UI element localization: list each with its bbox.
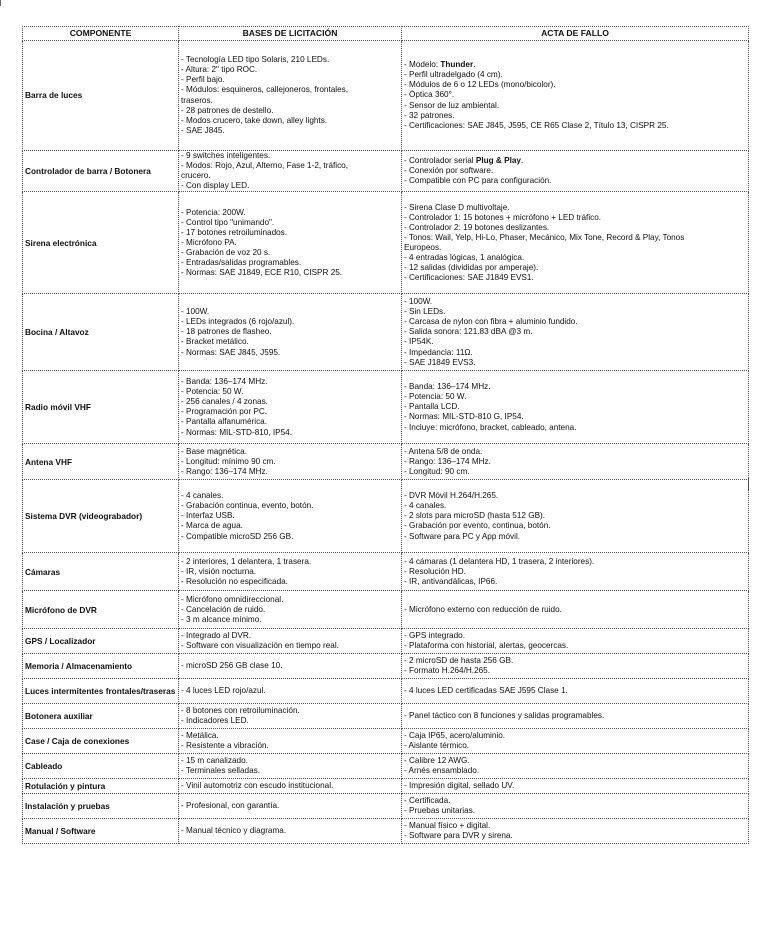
acta-text: - Aislante térmico.: [404, 741, 470, 751]
acta-line: [404, 741, 746, 751]
component-cell: Manual / Software: [23, 819, 179, 844]
acta-text: - Conexión por software.: [404, 166, 494, 176]
acta-cell: [402, 819, 749, 844]
acta-text: - Incluye: micrófono, bracket, cableado, antena.: [404, 422, 577, 432]
acta-line: [404, 121, 746, 131]
bases-line: - IR, visión nocturna.: [181, 566, 257, 576]
table-row: [23, 794, 749, 819]
table-row: [23, 41, 749, 151]
bases-line: - 15 m canalizado.: [181, 756, 248, 766]
table-row: [23, 192, 749, 294]
bases-line: - 18 patrones de flasheo.: [181, 327, 272, 337]
acta-line: [404, 631, 746, 641]
acta-cell: [402, 371, 749, 444]
acta-cell: [402, 794, 749, 819]
bases-line: - Normas: SAE J845, J595.: [181, 347, 281, 357]
bases-line: - Base magnética.: [181, 446, 247, 456]
bases-line: - Control tipo "unimando".: [181, 217, 275, 227]
acta-line: [404, 567, 746, 577]
bases-cell: [179, 371, 402, 444]
acta-text: - Perfil ultradelgado (4 cm).: [404, 70, 503, 80]
component-cell: Case / Caja de conexiones: [23, 729, 179, 754]
acta-text: - 32 patrones.: [404, 110, 455, 120]
comparison-table-container: [22, 26, 748, 844]
bases-cell: [179, 754, 402, 779]
acta-text: - 12 salidas (divididas por amperaje).: [404, 263, 539, 273]
acta-text: - Tonos: Wail, Yelp, Hi-Lo, Phaser, Mecánico, Mix Tone, Record & Play, Tonos: [404, 232, 685, 242]
acta-line: [404, 166, 746, 176]
bases-line: - Terminales selladas.: [181, 766, 261, 776]
acta-text: - Sensor de luz ambiental.: [404, 100, 500, 110]
acta-line: [404, 641, 746, 651]
table-header-row: [23, 27, 749, 41]
acta-line: [404, 213, 746, 223]
acta-line: [404, 101, 746, 111]
acta-cell: [402, 729, 749, 754]
acta-text: - Certificaciones: SAE J1849 EVS1.: [404, 273, 534, 283]
bases-cell: [179, 729, 402, 754]
bases-line: - Entradas/salidas programables.: [181, 258, 302, 268]
acta-line: [404, 521, 746, 531]
acta-line: [404, 382, 746, 392]
bases-line: - Perfil bajo.: [181, 75, 225, 85]
component-cell: Micrófono de DVR: [23, 591, 179, 629]
acta-line: [404, 317, 746, 327]
bases-line: - 17 botones retroiluminados.: [181, 227, 288, 237]
acta-text: - 2 microSD de hasta 256 GB.: [404, 656, 514, 666]
table-row: [23, 704, 749, 729]
acta-line: [404, 557, 746, 567]
acta-cell: [402, 591, 749, 629]
bases-cell: [179, 629, 402, 654]
acta-line: [404, 203, 746, 213]
bases-line: - Normas: MIL-STD-810, IP54.: [181, 427, 293, 437]
acta-text: - Certificada.: [404, 796, 451, 806]
component-cell: Antena VHF: [23, 444, 179, 480]
acta-text: - Óptica 360°.: [404, 90, 455, 100]
acta-cell: [402, 480, 749, 553]
acta-text: - Banda: 136–174 MHz.: [404, 382, 491, 392]
acta-text: - Rango: 136–174 MHz.: [404, 456, 491, 466]
acta-line: [404, 457, 746, 467]
acta-text: - Controlador 1: 15 botones + micrófono + LED tráfico.: [404, 212, 602, 222]
acta-text: - 4 entradas lógicas, 1 analógica.: [404, 252, 525, 262]
bases-line: - 28 patrones de destello.: [181, 105, 274, 115]
acta-cell: [402, 151, 749, 192]
acta-text: - Certificaciones: SAE J845, J595, CE R65 Clase 2, Título 13, CISPR 25.: [404, 120, 669, 130]
bases-line: - 100W.: [181, 307, 210, 317]
bases-line: - Pantalla alfanumérica.: [181, 417, 268, 427]
bases-line: - microSD 256 GB clase 10.: [181, 661, 283, 671]
acta-text: - Normas: MIL-STD-810 G, IP54.: [404, 412, 524, 422]
bases-line: - 4 canales.: [181, 491, 224, 501]
bases-line: - 8 botones con retroiluminación.: [181, 706, 300, 716]
component-cell: GPS / Localizador: [23, 629, 179, 654]
table-row: [23, 591, 749, 629]
acta-text: - 4 canales.: [404, 501, 447, 511]
acta-text: - Longitud: 90 cm.: [404, 466, 470, 476]
bases-cell: [179, 819, 402, 844]
acta-cell: [402, 704, 749, 729]
component-cell: Barra de luces: [23, 41, 179, 151]
bases-line: - Longitud: mínimo 90 cm.: [181, 456, 276, 466]
table-row: [23, 779, 749, 794]
acta-line: [404, 263, 746, 273]
acta-text: - Formato H.264/H.265.: [404, 666, 491, 676]
acta-line: [404, 392, 746, 402]
bases-line: - Tecnología LED tipo Solaris, 210 LEDs.: [181, 55, 330, 65]
acta-line: [404, 402, 746, 412]
acta-cell: [402, 192, 749, 294]
acta-text: - Manual físico + digital.: [404, 821, 491, 831]
acta-line: [404, 796, 746, 806]
acta-cell: [402, 754, 749, 779]
bases-line: - Micrófono PA.: [181, 237, 237, 247]
acta-text: - Pruebas unitarias.: [404, 806, 475, 816]
acta-line: [404, 423, 746, 433]
acta-line: [404, 766, 746, 776]
acta-line: [404, 233, 746, 243]
acta-text: - 4 luces LED certificadas SAE J595 Clase 1.: [404, 686, 568, 696]
acta-text: - Sin LEDs.: [404, 307, 446, 317]
comparison-table: [22, 26, 749, 844]
acta-text: - Carcasa de nylon con fibra + aluminio fundido.: [404, 317, 578, 327]
acta-line: [404, 412, 746, 422]
bases-line: - Modos crucero, take down, alley lights.: [181, 115, 328, 125]
bases-line: - Indicadores LED.: [181, 716, 249, 726]
component-cell: Rotulación y pintura: [23, 779, 179, 794]
acta-text: - 100W.: [404, 297, 433, 307]
acta-text: - Módulos de 6 o 12 LEDs (mono/bicolor).: [404, 80, 556, 90]
acta-cell: [402, 444, 749, 480]
bases-line: - Vinil automotriz con escudo institucional.: [181, 781, 334, 791]
acta-cell: [402, 294, 749, 371]
bases-line: - Metálica.: [181, 731, 219, 741]
acta-line: [404, 297, 746, 307]
acta-line: [404, 511, 746, 521]
acta-line: [404, 253, 746, 263]
acta-line: [404, 821, 746, 831]
acta-line: [404, 348, 746, 358]
bases-line: - Módulos: esquineros, callejoneros, frontales,: [181, 85, 349, 95]
component-cell: Instalación y pruebas: [23, 794, 179, 819]
acta-line: [404, 307, 746, 317]
table-row: [23, 371, 749, 444]
acta-text: - Resolución HD.: [404, 566, 466, 576]
acta-line: [404, 491, 746, 501]
acta-text: - Sirena Clase D multivoltaje.: [404, 202, 510, 212]
acta-text: - Controlador 2: 19 botones deslizantes.: [404, 222, 550, 232]
acta-line: [404, 577, 746, 587]
component-cell: Memoria / Almacenamiento: [23, 654, 179, 679]
bases-cell: [179, 654, 402, 679]
acta-line: [404, 90, 746, 100]
page-corner-mark: [0, 0, 4, 6]
acta-text: - Grabación por evento, continua, botón.: [404, 521, 551, 531]
acta-line: [404, 711, 746, 721]
acta-text: - 2 slots para microSD (hasta 512 GB).: [404, 511, 546, 521]
acta-text: - Antena 5/8 de onda.: [404, 446, 483, 456]
bases-cell: [179, 794, 402, 819]
table-row: [23, 444, 749, 480]
bases-line: - Software con visualización en tiempo real.: [181, 641, 339, 651]
acta-line: [404, 532, 746, 542]
table-row: [23, 754, 749, 779]
bases-cell: [179, 192, 402, 294]
acta-line: [404, 467, 746, 477]
bases-line: - 4 luces LED rojo/azul.: [181, 686, 266, 696]
bases-line: - Resolución no especificada.: [181, 576, 288, 586]
table-row: [23, 679, 749, 704]
acta-text: - Salida sonora: 121.83 dBA @3 m.: [404, 327, 533, 337]
component-cell: Sirena electrónica: [23, 192, 179, 294]
bases-cell: [179, 553, 402, 591]
acta-text: - Arnés ensamblado.: [404, 766, 480, 776]
acta-line: [404, 358, 746, 368]
acta-text: - Panel táctico con 8 funciones y salidas programables.: [404, 711, 605, 721]
table-row: [23, 654, 749, 679]
bases-line: - SAE J845.: [181, 125, 225, 135]
bases-line: - Bracket metálico.: [181, 337, 249, 347]
acta-text: - Compatible con PC para configuración.: [404, 176, 552, 186]
table-row: [23, 819, 749, 844]
bases-line: - Manual técnico y diagrama.: [181, 826, 287, 836]
acta-line: [404, 731, 746, 741]
acta-text-suffix: .: [473, 60, 476, 70]
table-row: [23, 480, 749, 553]
acta-text: - DVR Móvil H.264/H.265.: [404, 491, 499, 501]
acta-text: - Impresión digital, sellado UV.: [404, 781, 515, 791]
component-cell: Radio móvil VHF: [23, 371, 179, 444]
acta-line: [404, 501, 746, 511]
bases-line: - Normas: SAE J1849, ECE R10, CISPR 25.: [181, 268, 343, 278]
acta-text: - 4 cámaras (1 delantera HD, 1 trasera, 2 interiores).: [404, 556, 595, 566]
acta-line: [404, 756, 746, 766]
header-acta-de-fallo: ACTA DE FALLO: [402, 27, 749, 41]
acta-text: - Pantalla LCD.: [404, 402, 460, 412]
acta-line: [404, 605, 746, 615]
acta-line: [404, 337, 746, 347]
acta-line: [404, 176, 746, 186]
acta-line: [404, 327, 746, 337]
component-cell: Cámaras: [23, 553, 179, 591]
acta-text: - Calibre 12 AWG.: [404, 756, 470, 766]
acta-text: - Controlador serial: [404, 156, 476, 166]
bases-line: - Con display LED.: [181, 181, 250, 191]
bases-line: - Potencia: 200W.: [181, 207, 246, 217]
acta-text: Europeos.: [404, 242, 442, 252]
bases-line: - Marca de agua.: [181, 521, 243, 531]
acta-text: - Caja IP65, acero/aluminio.: [404, 731, 506, 741]
bases-line: - Banda: 136–174 MHz.: [181, 377, 268, 387]
acta-line: [404, 781, 746, 791]
acta-text: - Potencia: 50 W.: [404, 392, 467, 402]
acta-cell: [402, 654, 749, 679]
acta-line: [404, 70, 746, 80]
bases-line: - 256 canales / 4 zonas.: [181, 397, 268, 407]
acta-text: - Micrófono externo con reducción de ruido.: [404, 604, 562, 614]
acta-line: [404, 447, 746, 457]
component-cell: Bocina / Altavoz: [23, 294, 179, 371]
bases-line: - Compatible microSD 256 GB.: [181, 531, 294, 541]
bases-line: - 3 m alcance mínimo.: [181, 614, 262, 624]
bases-line: - Cancelación de ruido.: [181, 604, 266, 614]
bases-line: - Altura: 2" tipo ROC.: [181, 65, 258, 75]
component-cell: Cableado: [23, 754, 179, 779]
bases-line: - LEDs integrados (6 rojo/azul).: [181, 317, 295, 327]
table-row: [23, 729, 749, 754]
acta-line: [404, 831, 746, 841]
acta-cell: [402, 679, 749, 704]
header-bases-de-licitacion: BASES DE LICITACIÓN: [179, 27, 402, 41]
bases-line: crucero.: [181, 171, 211, 181]
acta-text: - Software para PC y App móvil.: [404, 531, 521, 541]
component-cell: Luces intermitentes frontales/traseras: [23, 679, 179, 704]
bases-cell: [179, 779, 402, 794]
acta-text: - GPS integrado.: [404, 631, 465, 641]
acta-line: [404, 223, 746, 233]
bases-line: - 9 switches inteligentes.: [181, 151, 271, 160]
component-cell: Sistema DVR (videograbador): [23, 480, 179, 553]
bases-line: - Rango: 136–174 MHz.: [181, 466, 268, 476]
bases-line: - Modos: Rojo, Azul, Alterno, Fase 1-2, tráfico,: [181, 161, 349, 171]
acta-line: [404, 60, 746, 70]
bases-cell: [179, 294, 402, 371]
bases-cell: [179, 704, 402, 729]
table-row: [23, 553, 749, 591]
acta-line: [404, 111, 746, 121]
bases-cell: [179, 480, 402, 553]
bases-line: - 2 interiores, 1 delantera, 1 trasera.: [181, 556, 312, 566]
acta-line: [404, 243, 746, 253]
acta-text: - Software para DVR y sirena.: [404, 831, 513, 841]
acta-cell: [402, 553, 749, 591]
table-row: [23, 294, 749, 371]
acta-text: - IR, antivandálicas, IP66.: [404, 576, 498, 586]
acta-text: - Modelo:: [404, 60, 441, 70]
acta-bold-text: Plug & Play: [475, 156, 521, 166]
bases-line: - Integrado al DVR.: [181, 631, 252, 641]
table-row: [23, 629, 749, 654]
acta-text: - SAE J1849 EVS3.: [404, 357, 476, 367]
acta-text-suffix: .: [520, 156, 524, 166]
acta-line: [404, 686, 746, 696]
acta-line: [404, 656, 746, 666]
acta-cell: [402, 629, 749, 654]
bases-cell: [179, 151, 402, 192]
bases-line: - Micrófono omnidireccional.: [181, 594, 284, 604]
bases-cell: [179, 41, 402, 151]
header-componente: COMPONENTE: [23, 27, 179, 41]
acta-line: [404, 666, 746, 676]
acta-line: [404, 806, 746, 816]
bases-line: - Potencia: 50 W.: [181, 387, 244, 397]
bases-line: - Grabación continua, evento, botón.: [181, 501, 314, 511]
bases-line: traseros.: [181, 95, 213, 105]
bases-line: - Profesional, con garantía.: [181, 801, 280, 811]
acta-bold-text: Thunder: [440, 60, 474, 70]
component-cell: Botonera auxiliar: [23, 704, 179, 729]
bases-cell: [179, 591, 402, 629]
bases-line: - Resistente a vibración.: [181, 741, 269, 751]
bases-line: - Grabación de voz 20 s.: [181, 247, 271, 257]
acta-line: [404, 80, 746, 90]
component-cell: Controlador de barra / Botonera: [23, 151, 179, 192]
acta-cell: [402, 41, 749, 151]
bases-line: - Interfaz USB.: [181, 511, 235, 521]
bases-cell: [179, 679, 402, 704]
acta-text: - Plataforma con historial, alertas, geocercas.: [404, 641, 569, 651]
table-body: [23, 41, 749, 844]
table-row: [23, 151, 749, 192]
acta-cell: [402, 779, 749, 794]
acta-line: [404, 273, 746, 283]
acta-line: [404, 156, 746, 166]
acta-text: - IP54K.: [404, 337, 434, 347]
acta-text: - Impedancia: 11Ω.: [404, 347, 473, 357]
bases-line: - Programación por PC.: [181, 407, 268, 417]
bases-cell: [179, 444, 402, 480]
